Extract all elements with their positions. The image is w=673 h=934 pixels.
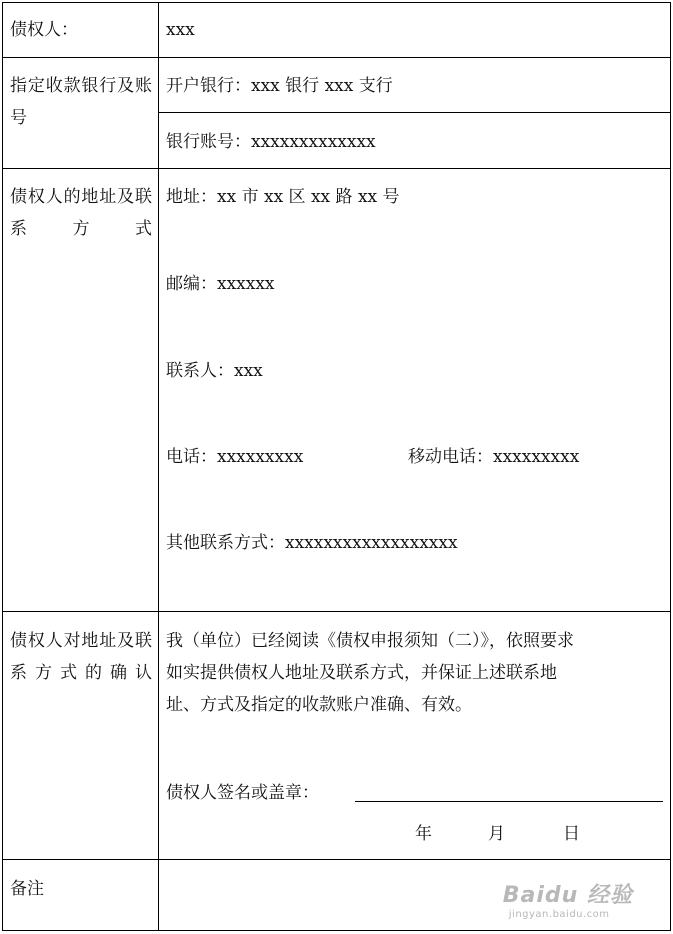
mobile-field[interactable] — [408, 441, 579, 473]
border-bank-split — [158, 112, 671, 113]
date-year-label: 年 — [415, 824, 432, 844]
border-right — [670, 2, 671, 931]
other-contact-value: xxxxxxxxxxxxxxxxxx — [285, 533, 458, 553]
baidu-watermark — [503, 878, 633, 920]
creditor-label: 债权人： — [10, 20, 78, 40]
postcode-field[interactable] — [166, 268, 275, 300]
border-row4 — [2, 859, 671, 860]
bank-branch-value: xxx 银行 xxx 支行 — [251, 76, 393, 96]
bank-account-field[interactable] — [166, 126, 376, 158]
border-mid — [158, 2, 159, 931]
contact-person-value: xxx — [234, 361, 263, 381]
confirm-label: 债权人对地址及联系方式的确认 — [10, 631, 152, 683]
bank-account-value: xxxxxxxxxxxxx — [251, 132, 376, 152]
phone-field[interactable] — [166, 441, 303, 473]
border-left — [2, 2, 3, 931]
confirm-statement-line-1: 我（单位）已经阅读《债权申报须知（二）》，依照要求 — [166, 631, 574, 651]
address-label: 地址： — [166, 187, 217, 207]
mobile-label: 移动电话： — [408, 447, 493, 467]
address-field[interactable] — [166, 181, 400, 213]
watermark-logo: Baidu 经验 — [502, 883, 633, 908]
creditor-value[interactable]: xxx — [166, 20, 195, 40]
date-month-label: 月 — [488, 824, 505, 844]
remarks-label: 备注 — [10, 879, 44, 899]
confirm-statement-line-3: 址、方式及指定的收款账户准确、有效。 — [166, 695, 472, 715]
border-row2 — [2, 168, 671, 169]
contact-person-label: 联系人： — [166, 361, 234, 381]
address-value: xx 市 xx 区 xx 路 xx 号 — [217, 187, 400, 207]
border-row1 — [2, 57, 671, 58]
bank-label: 指定收款银行及账号 — [10, 76, 152, 128]
phone-label: 电话： — [166, 447, 217, 467]
contact-person-field[interactable] — [166, 355, 263, 387]
mobile-value: xxxxxxxxx — [493, 447, 580, 467]
border-bottom — [2, 930, 671, 931]
border-top — [2, 2, 671, 3]
phone-value: xxxxxxxxx — [217, 447, 304, 467]
bank-branch-field[interactable] — [166, 70, 393, 102]
bank-account-label: 银行账号： — [166, 132, 251, 152]
watermark-url: jingyan.baidu.com — [508, 909, 610, 920]
border-row3 — [2, 611, 671, 612]
date-day-label: 日 — [563, 824, 580, 844]
confirm-statement-line-2: 如实提供债权人地址及联系方式，并保证上述联系地 — [166, 663, 557, 683]
postcode-label: 邮编： — [166, 274, 217, 294]
other-contact-field[interactable] — [166, 527, 458, 559]
signature-label: 债权人签名或盖章： — [166, 783, 319, 803]
other-contact-label: 其他联系方式： — [166, 533, 285, 553]
contact-label: 债权人的地址及联系方式 — [10, 187, 152, 239]
postcode-value: xxxxxx — [217, 274, 275, 294]
bank-branch-label: 开户银行： — [166, 76, 251, 96]
signature-line[interactable] — [355, 801, 663, 802]
